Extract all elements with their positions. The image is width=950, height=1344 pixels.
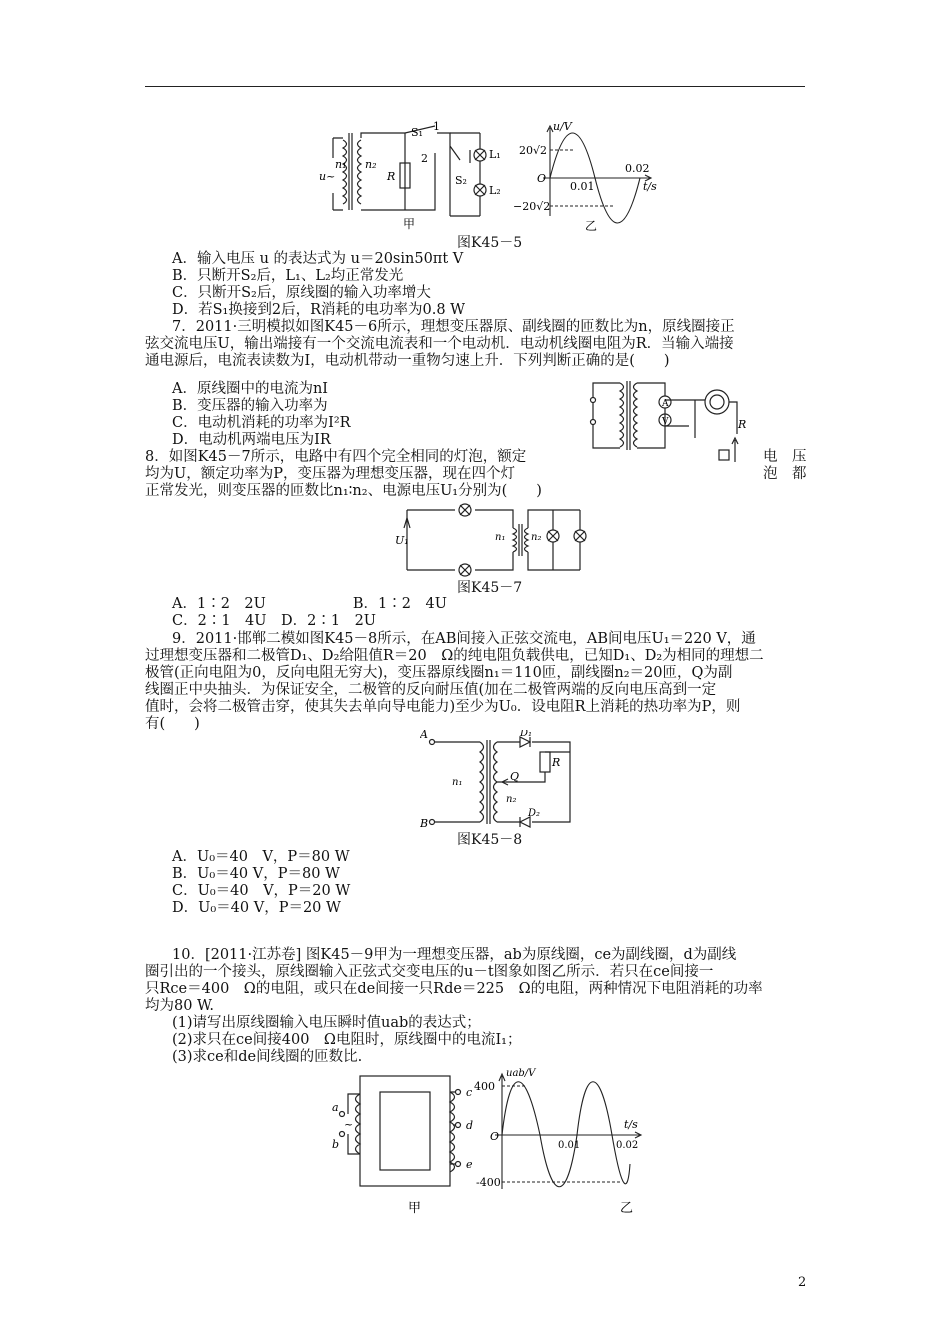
fig5-r: R: [387, 170, 396, 183]
fig5-yaxis: u/V: [553, 120, 572, 133]
q10-line-4: 均为80 W.: [145, 998, 215, 1014]
fig5-left-label: 甲: [403, 217, 416, 231]
q8-line-2: 均为U，额定功率为P，变压器为理想变压器，现在四个灯: [145, 466, 515, 482]
q6-option-b: B．只断开S₂后，L₁、L₂均正常发光: [172, 268, 404, 284]
fig9-d: d: [466, 1119, 474, 1132]
q7-line-3: 通电源后，电流表读数为I，电动机带动一重物匀速上升．下列判断正确的是( ): [145, 353, 670, 369]
fig9-b: b: [332, 1138, 340, 1151]
fig8-n1: n₁: [452, 777, 463, 788]
fig9-a: a: [332, 1101, 339, 1114]
q10-line-1: 10．[2011·江苏卷] 图K45－9甲为一理想变压器，ab为原线圈，ce为副线圈，d为副线: [172, 947, 737, 963]
q9-option-d: D．U₀＝40 V，P＝20 W: [172, 900, 341, 916]
q9-option-b: B．U₀＝40 V，P＝80 W: [172, 866, 340, 882]
fig5-t2: 0.02: [625, 162, 650, 175]
fig9-right-label: 乙: [620, 1201, 634, 1216]
fig5-s1: S₁: [411, 126, 423, 139]
q9-line-3: 极管(正向电阻为0，反向电阻无穷大)，变压器原线圈n₁＝110匝，副线圈n₂＝20匝，Q为副: [145, 665, 733, 681]
fig9-tilde: ~: [344, 1118, 354, 1131]
fig9-ytop: 400: [474, 1080, 495, 1093]
q8-line-1: 8．如图K45－7所示，电路中有四个完全相同的灯泡，额定: [145, 449, 527, 465]
fig8-q: Q: [510, 770, 520, 783]
fig9-t1: 0.01: [558, 1140, 581, 1151]
q7-line-1: 7．2011·三明模拟如图K45－6所示，理想变压器原、副线圈的匝数比为n，原线圈接正: [172, 319, 735, 335]
fig9-xaxis: t/s: [624, 1118, 638, 1131]
q10-part-3: (3)求ce和de间线圈的匝数比.: [172, 1049, 363, 1065]
page-number: 2: [798, 1275, 807, 1290]
fig5-l1: L₁: [489, 148, 501, 161]
fig5-n1: n₁: [335, 158, 347, 171]
fig5-u: u~: [319, 170, 336, 183]
figure-k45-7: [395, 500, 600, 578]
fig9-t2: 0.02: [616, 1140, 639, 1151]
figure-k45-8: [420, 730, 575, 830]
fig8-d1: D₁: [520, 730, 533, 739]
q8-line-2-tail: 泡 都: [763, 466, 807, 482]
fig8-a: A: [420, 730, 428, 741]
q9-option-c: C．U₀＝40 V，P＝20 W: [172, 883, 351, 899]
q10-line-2: 圈引出的一个接头，原线圈输入正弦式交变电压的u－t图象如图乙所示．若只在ce间接一: [145, 964, 714, 980]
q9-line-6: 有( ): [145, 716, 200, 732]
fig5-right-label: 乙: [585, 219, 598, 233]
fig9-ybot: -400: [476, 1176, 501, 1189]
q7-option-d: D．电动机两端电压为IR: [172, 432, 331, 448]
fig5-one: 1: [433, 120, 440, 133]
fig8-r: R: [552, 756, 561, 769]
caption-k45-5: 图K45－5: [457, 235, 523, 251]
caption-k45-7: 图K45－7: [457, 580, 523, 596]
fig5-ybot: −20√2: [513, 200, 551, 213]
q6-option-d: D．若S₁换接到2后，R消耗的电功率为0.8 W: [172, 302, 466, 318]
fig9-e: e: [466, 1158, 473, 1171]
q8-options-ab: A．1∶2 2U B．1∶2 4U: [172, 596, 447, 612]
fig7-n1: n₁: [495, 532, 506, 543]
q8-line-1-tail: 电 压: [763, 449, 807, 465]
q9-line-4: 线圈正中央抽头．为保证安全，二极管的反向耐压值(加在二极管两端的反向电压高到一定: [145, 682, 717, 698]
fig5-two: 2: [421, 152, 428, 165]
header-rule: [145, 86, 805, 87]
fig8-d2: D₂: [528, 808, 541, 819]
figure-k45-5: [315, 118, 675, 233]
fig9-yaxis: uab/V: [506, 1068, 536, 1079]
fig8-b: B: [420, 817, 429, 830]
q9-line-1: 9．2011·邯郸二模如图K45－8所示，在AB间接入正弦交流电，AB间电压U₁＝220 V，通: [172, 631, 756, 647]
q10-part-1: (1)请写出原线圈输入电压瞬时值uab的表达式；: [172, 1015, 481, 1031]
fig5-xaxis: t/s: [643, 180, 657, 193]
caption-k45-8: 图K45－8: [457, 832, 523, 848]
fig9-origin: O: [490, 1130, 500, 1143]
q9-line-5: 值时，会将二极管击穿，使其失去单向导电能力)至少为U₀．设电阻R上消耗的热功率为P，则: [145, 699, 741, 715]
fig5-s2: S₂: [455, 174, 467, 187]
fig6-v: V: [662, 417, 669, 427]
q7-option-c: C．电动机消耗的功率为I²R: [172, 415, 351, 431]
fig6-a: A: [662, 399, 669, 409]
figure-k45-6: [585, 378, 770, 464]
fig5-l2: L₂: [489, 184, 501, 197]
fig5-n2: n₂: [365, 158, 377, 171]
q6-option-a: A．输入电压 u 的表达式为 u＝20sin50πt V: [172, 251, 464, 267]
q7-line-2: 弦交流电压U，输出端接有一个交流电流表和一个电动机．电动机线圈电阻为R．当输入端接: [145, 336, 734, 352]
q8-options-cd: C．2∶1 4U D．2∶1 2U: [172, 613, 377, 629]
fig9-left-label: 甲: [408, 1201, 422, 1216]
q7-option-b: B．变压器的输入功率为: [172, 398, 328, 414]
q9-option-a: A．U₀＝40 V，P＝80 W: [172, 849, 350, 865]
figure-k45-9: [330, 1064, 650, 1224]
fig6-r: R: [738, 418, 747, 431]
fig7-n2: n₂: [531, 532, 542, 543]
fig9-c: c: [466, 1086, 473, 1099]
q7-option-a: A．原线圈中的电流为nI: [172, 381, 329, 397]
q8-line-3: 正常发光，则变压器的匝数比n₁∶n₂、电源电压U₁分别为( ): [145, 483, 542, 499]
q10-part-2: (2)求只在ce间接400 Ω电阻时，原线圈中的电流I₁；: [172, 1032, 522, 1048]
q6-option-c: C．只断开S₂后，原线圈的输入功率增大: [172, 285, 431, 301]
fig5-t1: 0.01: [570, 180, 595, 193]
q10-line-3: 只Rce＝400 Ω的电阻，或只在de间接一只Rde＝225 Ω的电阻，两种情况下电阻消耗的功率: [145, 981, 763, 997]
fig7-u1: U₁: [395, 534, 409, 547]
fig8-n2: n₂: [506, 794, 517, 805]
fig5-ytop: 20√2: [519, 144, 548, 157]
q9-line-2: 过理想变压器和二极管D₁、D₂给阻值R＝20 Ω的纯电阻负载供电，已知D₁、D₂为相同的理想二: [145, 648, 764, 664]
fig5-origin: O: [537, 172, 547, 185]
